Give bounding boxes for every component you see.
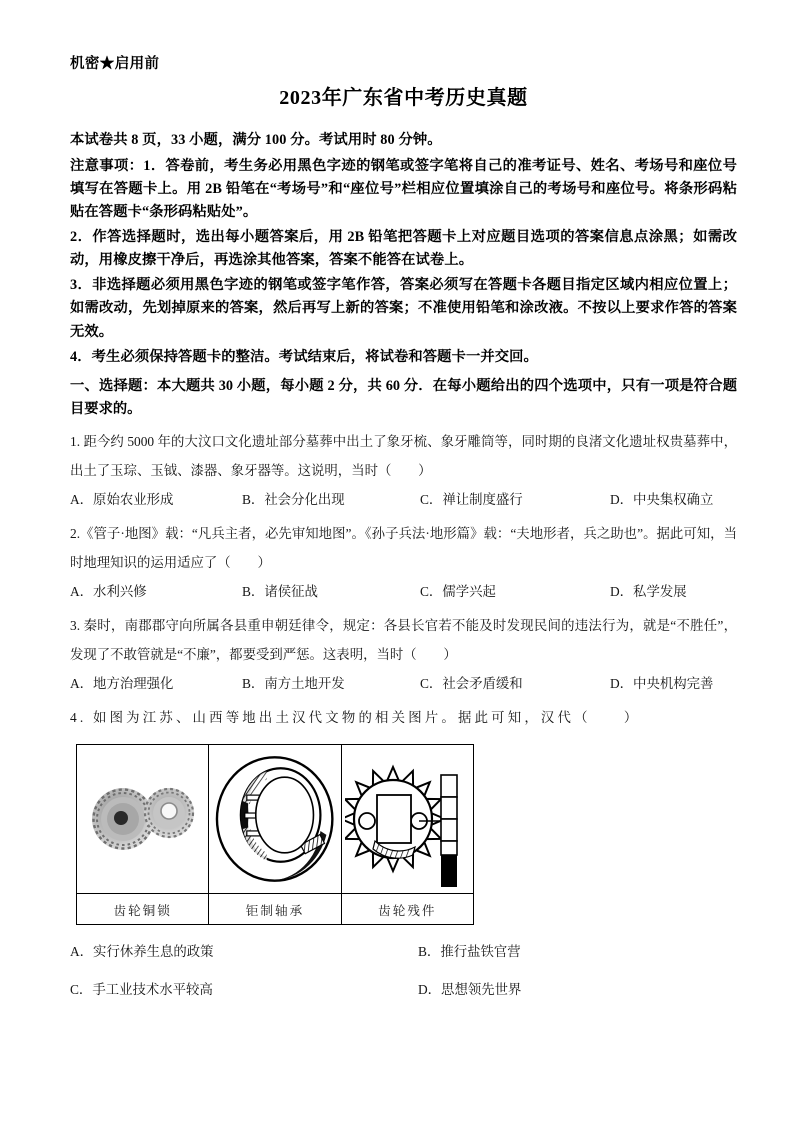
artifact-caption-row xyxy=(77,894,474,925)
question-4 xyxy=(70,703,737,1002)
notice-item-2: 2．作答选择题时，选出每小题答案后，用 2B 铅笔把答题卡上对应题目选项的答案信息点涂黑；如需改动，用橡皮擦干净后，再选涂其他答案，答案不能答在试卷上。 xyxy=(70,229,737,269)
question-2-option-b[interactable]: B．诸侯征战 xyxy=(242,583,318,599)
question-4-option-c[interactable]: C．手工业技术水平较高 xyxy=(70,981,213,997)
question-4-figure xyxy=(76,744,737,925)
question-1-option-b[interactable]: B．社会分化出现 xyxy=(242,491,345,507)
question-2 xyxy=(70,519,737,605)
notice-item-1: 注意事项：1．答卷前，考生务必用黑色字迹的钢笔或签字笔将自己的准考证号、姓名、考场号和座位号填写在答题卡上。用 2B 铅笔在“考场号”和“座位号”栏相应位置填涂自己的考场号和座位号。将条形码粘贴在答题卡“条形码粘贴处”。 xyxy=(70,157,737,220)
toothed-gear-fragment-drawing-icon xyxy=(342,745,473,893)
notice-item-3: 3．非选择题必须用黑色字迹的钢笔或签字笔作答，答案必须写在答题卡各题目指定区域内相应位置上；如需改动，先划掉原来的答案，然后再写上新的答案；不准使用铅笔和涂改液。不按以上要求作答的答案无效。 xyxy=(70,277,737,340)
question-4-option-d[interactable]: D．思想领先世界 xyxy=(418,981,522,997)
ring-bearing-drawing-icon xyxy=(209,745,340,893)
artifact-cell-3 xyxy=(341,745,473,894)
question-3-option-a[interactable]: A．地方治理强化 xyxy=(70,675,174,691)
question-1-option-d[interactable]: D．中央集权确立 xyxy=(610,491,714,507)
question-1-stem: 1. 距今约 5000 年的大汶口文化遗址部分墓葬中出土了象牙梳、象牙雕筒等，同时期的良渚文化遗址权贵墓葬中，出土了玉琮、玉钺、漆器、象牙器等。这说明，当时（ ） xyxy=(70,434,737,479)
question-2-stem: 2.《管子·地图》载：“凡兵主者，必先审知地图”。《孙子兵法·地形篇》载：“夫地形者，兵之助也”。据此可知，当时地理知识的运用适应了（ ） xyxy=(70,526,737,571)
question-3 xyxy=(70,611,737,697)
artifact-caption-2: 钜制轴承 xyxy=(209,894,341,925)
twin-gear-bronze-photo-icon xyxy=(77,745,208,893)
page-title: 2023年广东省中考历史真题 xyxy=(279,87,528,110)
question-4-option-a[interactable]: A．实行休养生息的政策 xyxy=(70,944,214,960)
question-3-option-b[interactable]: B．南方土地开发 xyxy=(242,675,345,691)
question-1-options xyxy=(70,486,737,513)
notice-item-4: 4．考生必须保持答题卡的整洁。考试结束后，将试卷和答题卡一并交回。 xyxy=(70,348,538,365)
artifact-caption-1: 齿轮铜锁 xyxy=(77,894,209,925)
artifact-cell-1 xyxy=(77,745,209,894)
confidential-label: 机密★启用前 xyxy=(70,56,160,72)
artifact-caption-3: 齿轮残件 xyxy=(341,894,473,925)
question-1-option-c[interactable]: C．禅让制度盛行 xyxy=(420,491,523,507)
question-1-option-a[interactable]: A．原始农业形成 xyxy=(70,491,174,507)
question-2-options xyxy=(70,578,737,605)
paper-info-line: 本试卷共 8 页，33 小题，满分 100 分。考试用时 80 分钟。 xyxy=(70,132,442,149)
question-4-option-b[interactable]: B．推行盐铁官营 xyxy=(418,944,521,960)
question-2-option-c[interactable]: C．儒学兴起 xyxy=(420,583,496,599)
question-3-stem: 3. 秦时，南郡郡守向所属各县重申朝廷律令，规定：各县长官若不能及时发现民间的违法行为，就是“不胜任”，发现了不敢管就是“不廉”，都要受到严惩。这表明，当时（ ） xyxy=(70,618,737,663)
section-heading-multiple-choice: 一、选择题：本大题共 30 小题，每小题 2 分，共 60 分．在每小题给出的四个选项中，只有一项是符合题目要求的。 xyxy=(70,377,737,418)
question-4-options xyxy=(70,939,737,1002)
artifact-figure-table xyxy=(76,744,474,925)
question-4-stem: 4. 如图为江苏、山西等地出土汉代文物的相关图片。据此可知，汉代（ ） xyxy=(70,709,641,725)
question-3-options xyxy=(70,670,737,697)
artifact-cell-2 xyxy=(209,745,341,894)
question-3-option-c[interactable]: C．社会矛盾缓和 xyxy=(420,675,523,691)
question-2-option-a[interactable]: A．水利兴修 xyxy=(70,583,147,599)
question-3-option-d[interactable]: D．中央机构完善 xyxy=(610,675,714,691)
question-1 xyxy=(70,427,737,513)
question-2-option-d[interactable]: D．私学发展 xyxy=(610,583,687,599)
artifact-image-row xyxy=(77,745,474,894)
